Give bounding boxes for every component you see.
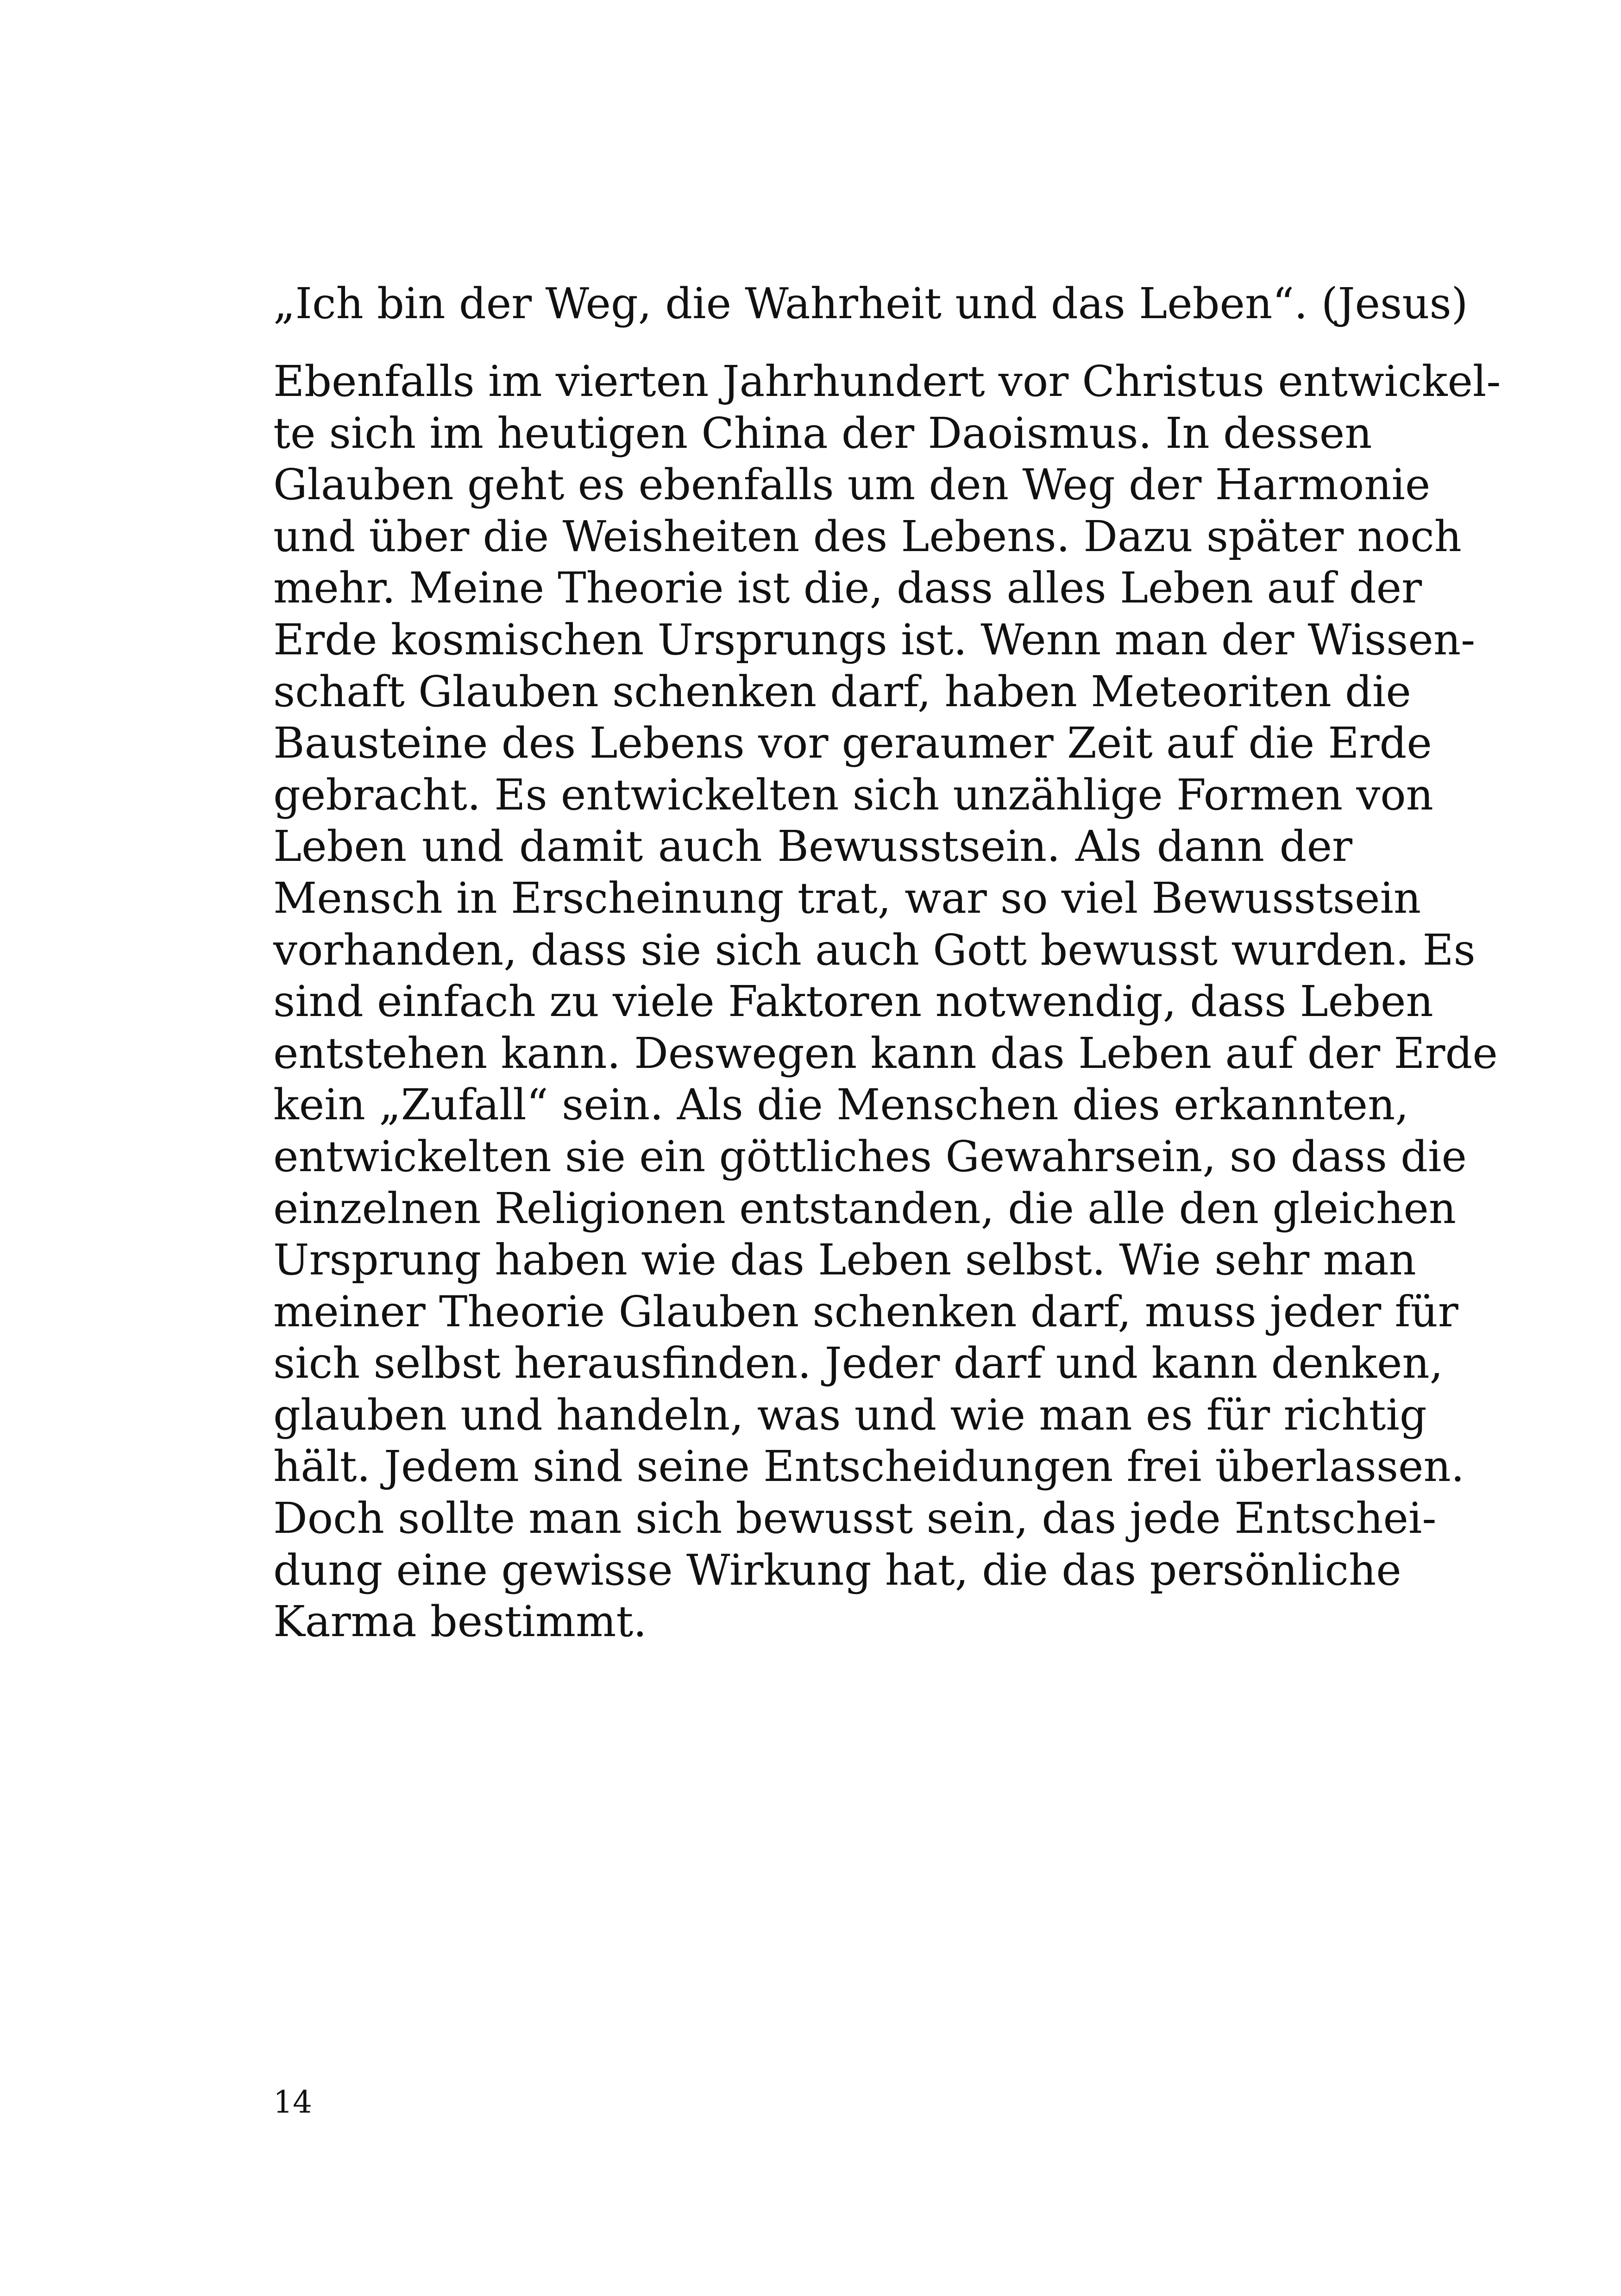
paragraph-line: glauben und handeln, was und wie man es für richtig [273,1390,1427,1440]
paragraph-line: Mensch in Erscheinung trat, war so viel Bewusstsein [273,873,1421,923]
page-number: 14 [273,2084,312,2120]
body-paragraph [273,356,1501,1648]
paragraph-line: Glauben geht es ebenfalls um den Weg der Harmonie [273,460,1431,510]
paragraph-line: meiner Theorie Glauben schenken darf, muss jeder für [273,1286,1458,1336]
paragraph-line: Doch sollte man sich bewusst sein, das jede Entschei- [273,1493,1437,1543]
paragraph-line: te sich im heutigen China der Daoismus. In dessen [273,408,1372,458]
paragraph-line: mehr. Meine Theorie ist die, dass alles Leben auf der [273,563,1422,613]
paragraph-line: und über die Weisheiten des Lebens. Dazu später noch [273,511,1462,561]
paragraph-line: Ebenfalls im vierten Jahrhundert vor Christus entwickel- [273,357,1501,406]
paragraph-line: entstehen kann. Deswegen kann das Leben auf der Erde [273,1028,1498,1078]
paragraph-line: einzelnen Religionen entstanden, die alle den gleichen [273,1183,1457,1233]
paragraph-line: Leben und damit auch Bewusstsein. Als dann der [273,822,1352,872]
quote: „Ich bin der Weg, die Wahrheit und das Leben“. (Jesus) [273,279,1468,328]
paragraph-line: kein „Zufall“ sein. Als die Menschen dies erkannten, [273,1080,1409,1130]
paragraph-line: vorhanden, dass sie sich auch Gott bewusst wurden. Es [273,925,1476,975]
text-block [273,278,1501,1648]
paragraph-line: schaft Glauben schenken darf, haben Meteoriten die [273,666,1411,716]
paragraph-line: Karma bestimmt. [273,1597,647,1647]
paragraph-line: hält. Jedem sind seine Entscheidungen frei überlassen. [273,1442,1465,1492]
paragraph-line: gebracht. Es entwickelten sich unzählige Formen von [273,770,1433,820]
paragraph-line: Ursprung haben wie das Leben selbst. Wie sehr man [273,1235,1416,1285]
paragraph-line: entwickelten sie ein göttliches Gewahrsein, so dass die [273,1131,1467,1181]
paragraph-line: sich selbst herausfinden. Jeder darf und kann denken, [273,1338,1443,1388]
paragraph-line: dung eine gewisse Wirkung hat, die das persönliche [273,1545,1401,1595]
paragraph-line: Erde kosmischen Ursprungs ist. Wenn man der Wissen- [273,615,1476,665]
paragraph-line: sind einfach zu viele Faktoren notwendig, dass Leben [273,977,1433,1027]
paragraph-line: Bausteine des Lebens vor geraumer Zeit auf die Erde [273,718,1432,768]
